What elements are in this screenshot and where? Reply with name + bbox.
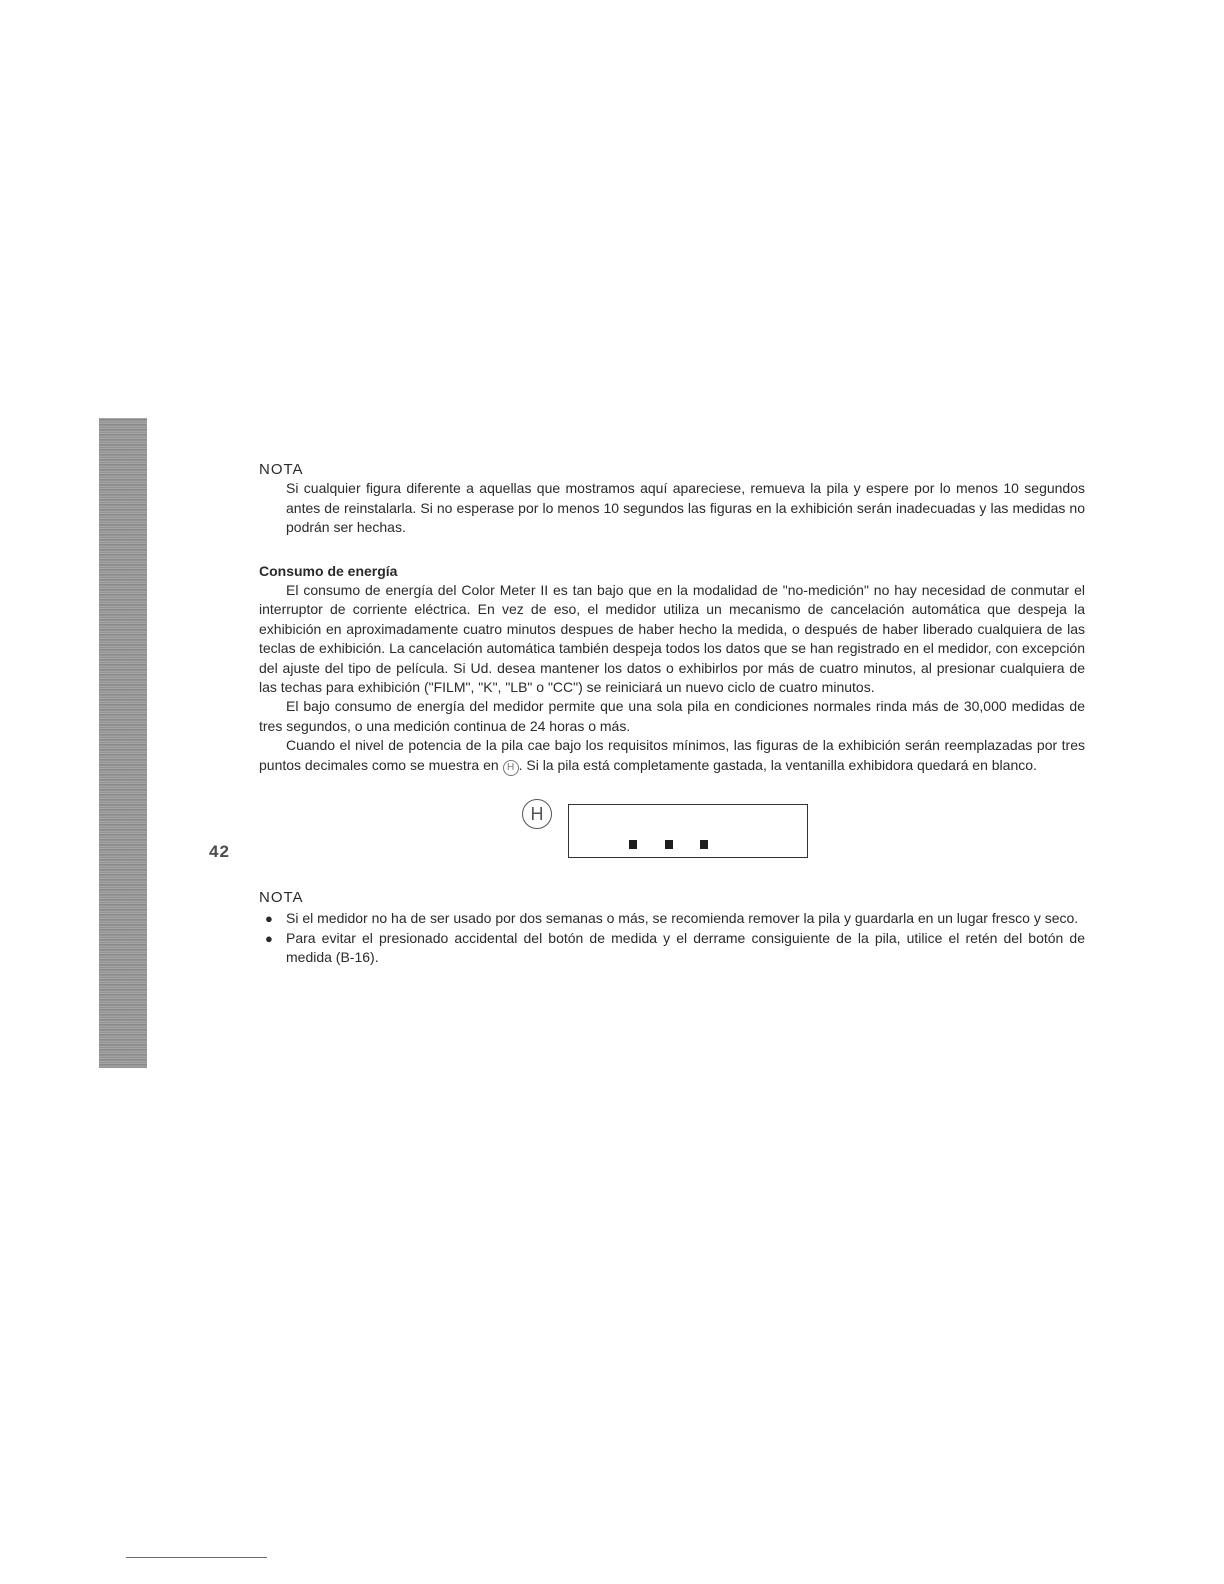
figure-label-circle: H [522, 799, 552, 829]
page-content [259, 460, 1085, 967]
nota-heading-1: NOTA [259, 461, 304, 478]
list-item-text: Para evitar el presionado accidental del botón de medida y el derrame consiguiente de la pila, utilice el retén del botón de medida (B-16). [286, 929, 1085, 965]
page-number: 42 [209, 842, 230, 861]
decimal-point-dot [700, 840, 708, 849]
battery-text-after: . Si la pila está completamente gastada, la ventanilla exhibidora quedará en blanco. [518, 756, 1037, 773]
nota-heading-2: NOTA [259, 888, 304, 906]
decimal-point-dot [629, 840, 637, 849]
nota-text-1: Si cualquier figura diferente a aquellas que mostramos aquí apareciese, remueva la pila y espere por lo menos 10 segundos antes de reinstalarla. Si no esperase por lo menos 10 segundos las figuras en la exhibición serán inadecuadas y las medidas no podrán ser hechas. [286, 480, 1085, 536]
bullet-icon: ● [265, 930, 273, 946]
lcd-display-window [568, 804, 808, 858]
margin-tab-strip [99, 418, 230, 1068]
battery-text-before: Cuando el nivel de potencia de la pila cae bajo los requisitos mínimos, las figuras de la exhibición serán reemplazadas por tres puntos decimales como se muestra en [259, 737, 1085, 773]
paragraph-auto-cancel: El consumo de energía del Color Meter II es tan bajo que en la modalidad de "no-medición" no hay necesidad de conmutar el interruptor de corriente eléctrica. En vez de eso, el medidor utiliza un mecanismo de cancelación automática que despeja la exhibición en aproximadamente cuatro minutos despues de haber hecho la medida, o después de haber liberado cualquiera de las teclas de exhibición. La cancelación automática también despeja todos los datos que se han registrado en el medidor, con excepción del ajuste del tipo de película. Si Ud. desea mantener los datos o exhibirlos por más de cuatro minutos, al presionar cualquiera de las techas para exhibición ("FILM", "K", "LB" o "CC") se reiniciará un nuevo ciclo de cuatro minutos. [259, 582, 1085, 696]
paragraph-battery-low [259, 736, 1085, 775]
list-item-text: Si el medidor no ha de ser usado por dos semanas o más, se recomienda remover la pila y guardarla en un lugar fresco y seco. [286, 910, 1079, 927]
paragraph-low-consumption: El bajo consumo de energía del medidor permite que una sola pila en condiciones normales rinda más de 30,000 medidas de tres segundos, o una medición continua de 24 horas o más. [259, 698, 1085, 734]
display-figure-h [259, 778, 1085, 864]
list-item [259, 929, 1085, 968]
figure-h-ref-icon: H [503, 760, 519, 776]
nota-bullet-list [259, 909, 1085, 967]
section-title: Consumo de energía [259, 562, 398, 579]
bullet-icon: ● [265, 911, 273, 927]
list-item [259, 909, 1085, 928]
decimal-point-dot [665, 840, 673, 849]
footnote-divider [126, 1557, 267, 1558]
